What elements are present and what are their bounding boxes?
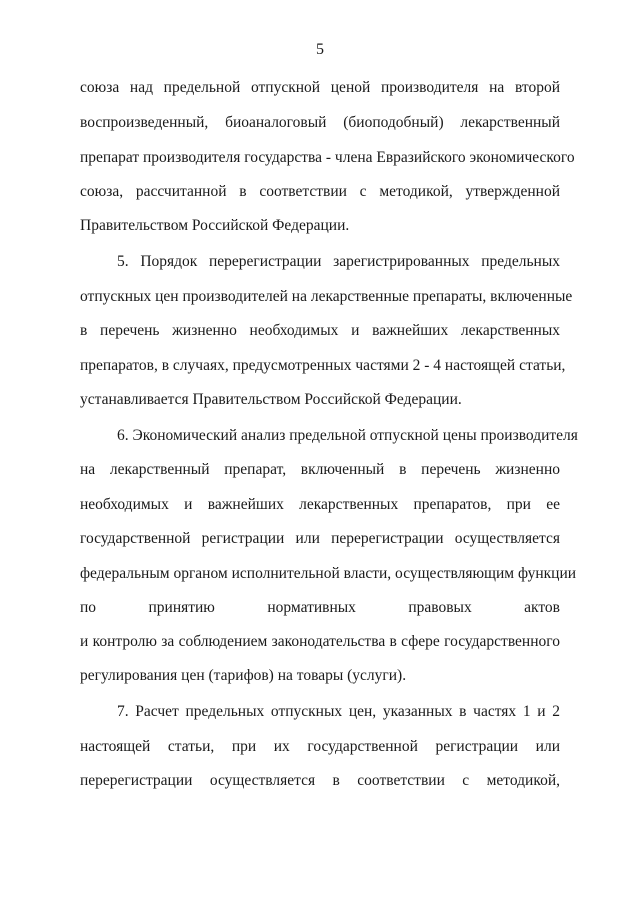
text-line: на лекарственный препарат, включенный в перечень жизненно (80, 461, 560, 478)
text-line: воспроизведенный, биоаналоговый (биоподобный) лекарственный (80, 114, 560, 131)
text-line: настоящей статьи, при их государственной регистрации или (80, 738, 560, 755)
text-line: регулирования цен (тарифов) на товары (услуги). (80, 667, 407, 684)
text-line: препарат производителя государства - члена Евразийского экономического (80, 149, 575, 166)
text-line: отпускных цен производителей на лекарственные препараты, включенные (80, 288, 573, 305)
text-line: союза над предельной отпускной ценой производителя на второй (80, 79, 560, 96)
text-line: по принятию нормативных правовых актов (80, 599, 560, 616)
text-line: 6. Экономический анализ предельной отпускной цены производителя (117, 427, 578, 444)
text-line: федеральным органом исполнительной власти, осуществляющим функции (80, 565, 577, 582)
text-line: необходимых и важнейших лекарственных препаратов, при ее (80, 496, 560, 513)
text-line: 5. Порядок перерегистрации зарегистрированных предельных (117, 253, 560, 270)
text-line: устанавливается Правительством Российской Федерации. (80, 391, 462, 408)
text-line: государственной регистрации или перерегистрации осуществляется (80, 530, 560, 547)
text-line: в перечень жизненно необходимых и важнейших лекарственных (80, 322, 560, 339)
text-line: Правительством Российской Федерации. (80, 217, 350, 234)
text-line: 7. Расчет предельных отпускных цен, указанных в частях 1 и 2 (117, 703, 560, 720)
page-number: 5 (316, 41, 324, 58)
text-line: союза, рассчитанной в соответствии с методикой, утвержденной (80, 183, 560, 200)
text-line: перерегистрации осуществляется в соответствии с методикой, (80, 772, 560, 789)
text-line: и контролю за соблюдением законодательства в сфере государственного (80, 633, 560, 650)
text-line: препаратов, в случаях, предусмотренных частями 2 - 4 настоящей статьи, (80, 357, 566, 374)
